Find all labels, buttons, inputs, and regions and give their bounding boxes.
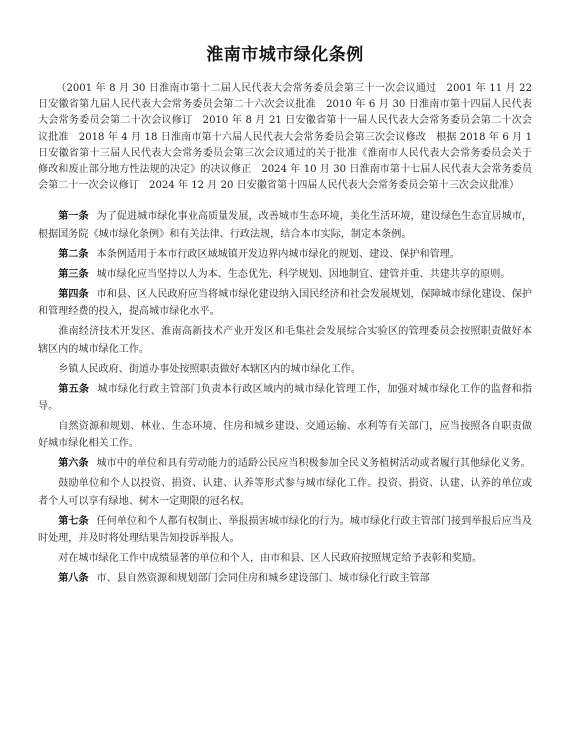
article-text: 对在城市绿化工作中成绩显著的单位和个人，由市和县、区人民政府按照规定给予表彰和奖励。 — [58, 553, 483, 565]
article-text: 鼓励单位和个人以投资、捐资、认建、认养等形式参与城市绿化工作。投资、捐资、认建、认养的单位或者个人可以享有绿地、树木一定期限的冠名权。 — [38, 478, 532, 507]
article-paragraph — [38, 455, 532, 472]
article-paragraph — [38, 513, 532, 548]
continuation-paragraph — [38, 550, 532, 567]
article-text: 城市绿化应当坚持以人为本、生态优先、科学规划、因地制宜、建管并重、共建共享的原则。 — [96, 268, 511, 280]
article-text: 为了促进城市绿化事业高质量发展，改善城市生态环境，美化生活环境，建设绿色生态宜居城市，根据国务院《城市绿化条例》和有关法律、行政法规，结合本市实际，制定本条例。 — [38, 211, 533, 240]
continuation-paragraph — [38, 323, 532, 358]
legislative-history-preamble: （2001 年 8 月 30 日淮南市第十二届人民代表大会常务委员会第三十一次会议通过 2001 年 11 月 22 日安徽省第九届人民代表大会常务委员会第二十六次会议批准 2010 年 6 月 30 日淮南市第十四届人民代表大会常务委员会第二十次会议修订 2010 年 8 月 21 日安徽省第十一届人民代表大会常务委员会第二十次会议批准 2018 年 4 月 18 日淮南市第十六届人民代表大会常务委员会第三次会议修改 根据 2018 年 6 月 1 日安徽省第十三届人民代表大会常务委员会第三次会议通过的关于批准《淮南市人民代表大会常务委员会关于修改和废止部分地方性法规的决定》的决议修正 2024 年 10 月 30 日淮南市第十七届人民代表大会常务委员会第二十一次会议修订 2024 年 12 月 20 日安徽省第十四届人民代表大会常务委员会第十三次会议批准） — [38, 83, 532, 192]
article-text: 市、县自然资源和规划部门会同住房和城乡建设部门、城市绿化行政主管部 — [96, 573, 430, 585]
article-paragraph — [38, 266, 532, 283]
continuation-paragraph — [38, 475, 532, 510]
article-text: 淮南经济技术开发区、淮南高新技术产业开发区和毛集社会发展综合实验区的管理委员会按照职责做好本辖区内的城市绿化工作。 — [38, 326, 532, 355]
article-text: 城市绿化行政主管部门负责本行政区域内的城市绿化管理工作，加强对城市绿化工作的监督和指导。 — [38, 383, 533, 413]
article-number: 第三条 — [58, 268, 89, 280]
article-text: 任何单位和个人都有权制止、举报损害城市绿化的行为。城市绿化行政主管部门接到举报后应当及时处理，并及时将处理结果告知投诉举报人。 — [38, 515, 533, 545]
article-paragraph — [38, 286, 532, 321]
article-text: 自然资源和规划、林业、生态环境、住房和城乡建设、交通运输、水利等有关部门，应当按照各自职责做好城市绿化相关工作。 — [38, 421, 532, 450]
article-number: 第四条 — [58, 288, 89, 300]
article-text: 本条例适用于本市行政区域城镇开发边界内城市绿化的规划、建设、保护和管理。 — [96, 248, 460, 260]
article-text: 乡镇人民政府、街道办事处按照职责做好本辖区内的城市绿化工作。 — [58, 363, 361, 375]
continuation-paragraph — [38, 418, 532, 453]
continuation-paragraph — [38, 361, 532, 378]
document-title: 淮南市城市绿化条例 — [206, 45, 364, 65]
article-number: 第二条 — [58, 248, 89, 260]
article-number: 第八条 — [58, 573, 89, 585]
article-number: 第六条 — [58, 458, 89, 470]
article-text: 城市中的单位和具有劳动能力的适龄公民应当积极参加全民义务植树活动或者履行其他绿化义务。 — [96, 458, 531, 470]
article-number: 第七条 — [58, 515, 89, 527]
article-paragraph — [38, 208, 532, 243]
article-number: 第一条 — [58, 211, 89, 223]
article-paragraph — [38, 381, 532, 416]
articles-body — [38, 208, 532, 587]
article-paragraph — [38, 570, 532, 587]
article-number: 第五条 — [58, 383, 90, 395]
article-paragraph — [38, 246, 532, 263]
article-text: 市和县、区人民政府应当将城市绿化建设纳入国民经济和社会发展规划，保障城市绿化建设、保护和管理经费的投入，提高城市绿化水平。 — [38, 288, 533, 318]
